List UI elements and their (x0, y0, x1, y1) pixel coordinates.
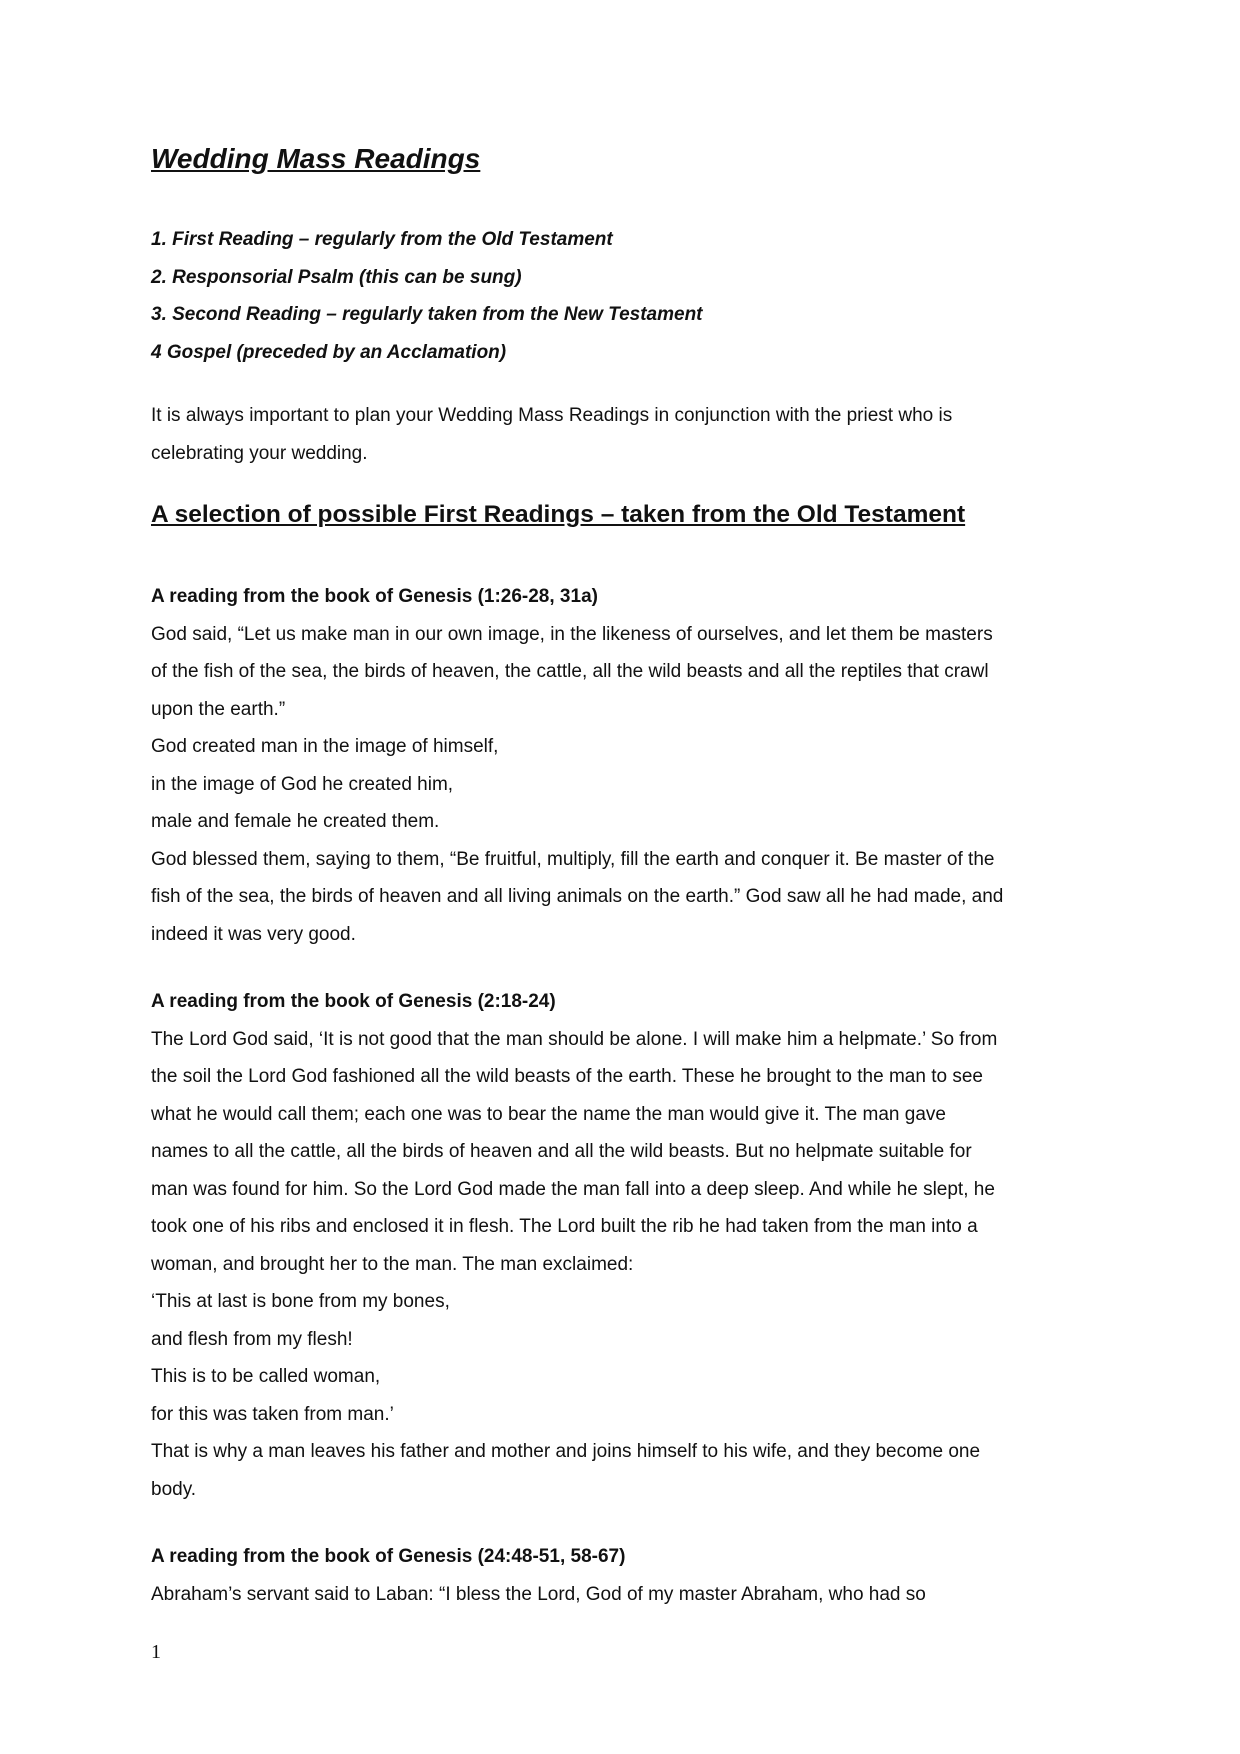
reading-line: of the fish of the sea, the birds of heaven, the cattle, all the wild beasts and all the reptiles that crawl (151, 661, 989, 682)
reading-line: God blessed them, saying to them, “Be fruitful, multiply, fill the earth and conquer it. Be master of the (151, 848, 995, 870)
reading-line: fish of the sea, the birds of heaven and all living animals on the earth.” God saw all he had made, and (151, 886, 1004, 907)
reading-line: This is to be called woman, (151, 1366, 381, 1387)
reading-heading: A reading from the book of Genesis (1:26-28, 31a) (151, 586, 598, 607)
reading-line: woman, and brought her to the man. The man exclaimed: (151, 1253, 634, 1275)
reading-line: That is why a man leaves his father and mother and joins himself to his wife, and they become one (151, 1441, 981, 1462)
reading-line: took one of his ribs and enclosed it in flesh. The Lord built the rib he had taken from the man into a (151, 1216, 978, 1237)
reading-line: body. (151, 1478, 197, 1500)
order-item: 4 Gospel (preceded by an Acclamation) (151, 341, 507, 363)
order-item: 1. First Reading – regularly from the Old Testament (151, 229, 613, 250)
reading-line: ‘This at last is bone from my bones, (151, 1291, 450, 1312)
reading-line: and flesh from my flesh! (151, 1328, 353, 1350)
reading-line: Abraham’s servant said to Laban: “I bless the Lord, God of my master Abraham, who had so (151, 1583, 926, 1605)
reading-line: male and female he created them. (151, 811, 440, 832)
reading-line: indeed it was very good. (151, 923, 356, 945)
order-item: 2. Responsorial Psalm (this can be sung) (151, 266, 522, 288)
reading-line: man was found for him. So the Lord God made the man fall into a deep sleep. And while he slept, he (151, 1178, 995, 1200)
intro-line: celebrating your wedding. (151, 442, 368, 464)
reading-genesis-1 (151, 578, 1111, 953)
reading-heading: A reading from the book of Genesis (2:18-24) (151, 991, 556, 1012)
reading-line: upon the earth.” (151, 698, 286, 720)
reading-line: in the image of God he created him, (151, 773, 454, 795)
reading-genesis-24 (151, 1538, 1111, 1613)
page-number: 1 (151, 1641, 161, 1663)
reading-line: what he would call them; each one was to bear the name the man would give it. The man gave (151, 1103, 946, 1125)
reading-line: the soil the Lord God fashioned all the wild beasts of the earth. These he brought to the man to see (151, 1066, 983, 1087)
reading-line: God created man in the image of himself, (151, 736, 499, 757)
reading-line: for this was taken from man.’ (151, 1403, 394, 1425)
order-of-readings-list (151, 221, 703, 371)
reading-heading: A reading from the book of Genesis (24:48-51, 58-67) (151, 1546, 626, 1567)
reading-line: names to all the cattle, all the birds of heaven and all the wild beasts. But no helpmate suitable for (151, 1141, 972, 1162)
order-item: 3. Second Reading – regularly taken from the New Testament (151, 304, 703, 325)
intro-line: It is always important to plan your Wedding Mass Readings in conjunction with the priest who is (151, 405, 953, 426)
section-heading: A selection of possible First Readings – taken from the Old Testament (151, 501, 966, 528)
document-title: Wedding Mass Readings (151, 143, 481, 174)
reading-line: God said, “Let us make man in our own image, in the likeness of ourselves, and let them be masters (151, 623, 993, 645)
intro-paragraph (151, 397, 1111, 472)
reading-genesis-2 (151, 983, 1111, 1508)
reading-line: The Lord God said, ‘It is not good that the man should be alone. I will make him a helpmate.’ So from (151, 1028, 998, 1050)
